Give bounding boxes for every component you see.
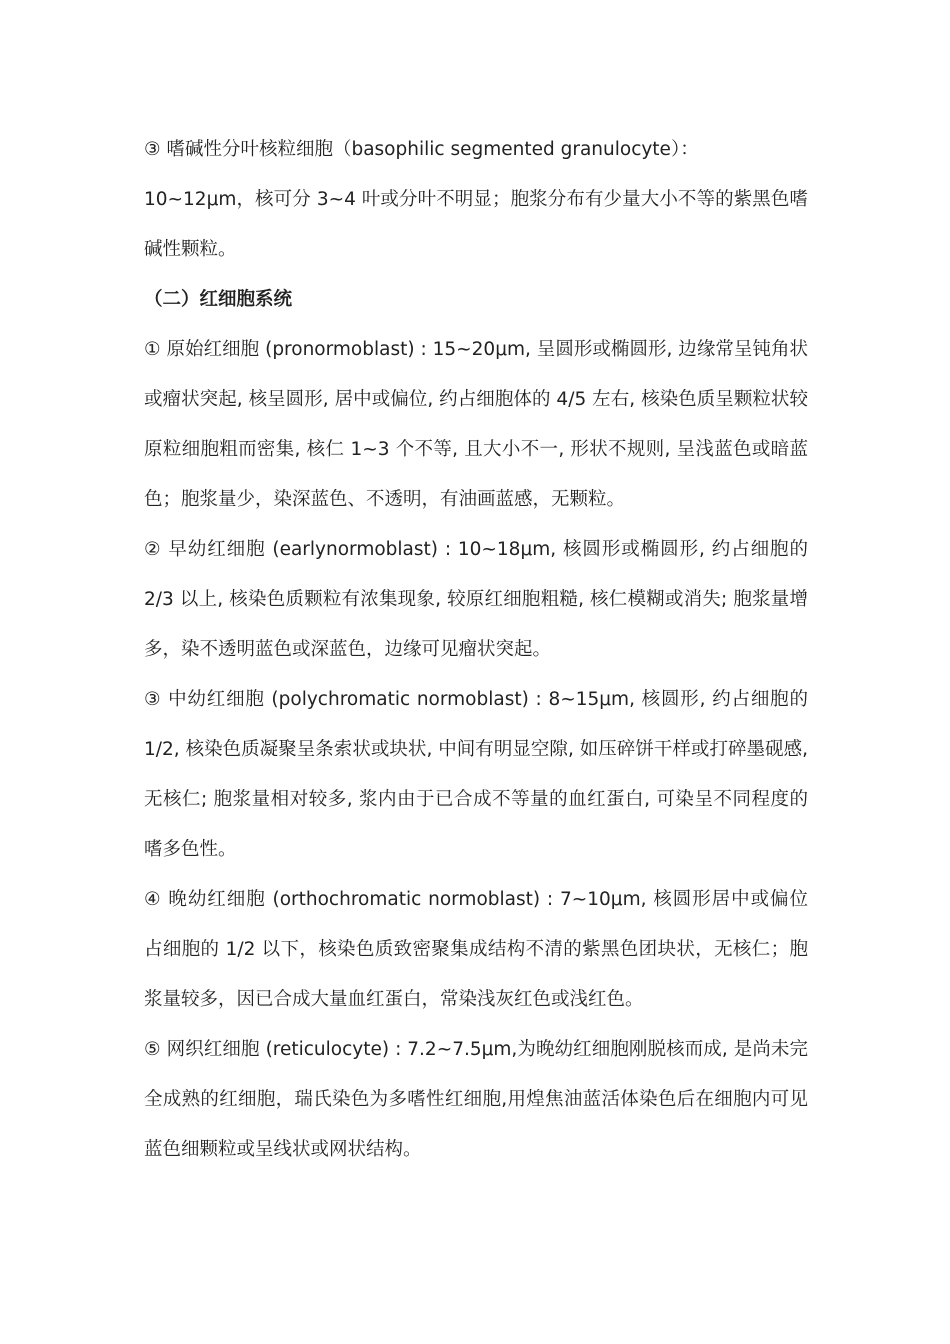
paragraph-pronormoblast: ① 原始红细胞 (pronormoblast) : 15~20μm, 呈圆形或椭圆形, 边缘常呈钝角状或瘤状突起, 核呈圆形, 居中或偏位, 约占细胞体的 4/5 左右, 核染色质呈颗粒状较原粒细胞粗而密集, 核仁 1~3 个不等, 且大小不一, 形状不规则, 呈浅蓝色或暗蓝色；胞浆量少，染深蓝色、不透明，有油画蓝感，无颗粒。 [144,339,808,510]
paragraph-reticulocyte: ⑤ 网织红细胞 (reticulocyte) : 7.2~7.5μm,为晚幼红细胞刚脱核而成, 是尚未完全成熟的红细胞，瑞氏染色为多嗜性红细胞,用煌焦油蓝活体染色后在细胞内可见蓝色细颗粒或呈线状或网状结构。 [144,1039,808,1160]
section-heading-erythroid-system: （二）红细胞系统 [144,289,293,310]
paragraph-early-normoblast: ② 早幼红细胞 (earlynormoblast) : 10~18μm, 核圆形或椭圆形, 约占细胞的 2/3 以上, 核染色质颗粒有浓集现象, 较原红细胞粗糙, 核仁模糊或消失; 胞浆量增多，染不透明蓝色或深蓝色，边缘可见瘤状突起。 [144,539,808,660]
paragraph-orthochromatic-normoblast: ④ 晚幼红细胞 (orthochromatic normoblast) : 7~10μm, 核圆形居中或偏位占细胞的 1/2 以下，核染色质致密聚集成结构不清的紫黑色团块状，无核仁；胞浆量较多，因已合成大量血红蛋白，常染浅灰红色或浅红色。 [144,889,808,1010]
paragraph-basophil-heading: ③ 嗜碱性分叶核粒细胞（basophilic segmented granulocyte）： [144,139,699,160]
document-body [144,125,808,1175]
paragraph-polychromatic-normoblast: ③ 中幼红细胞 (polychromatic normoblast) : 8~15μm, 核圆形, 约占细胞的 1/2, 核染色质凝聚呈条索状或块状, 中间有明显空隙, 如压碎饼干样或打碎墨砚感, 无核仁; 胞浆量相对较多, 浆内由于已合成不等量的血红蛋白, 可染呈不同程度的嗜多色性。 [144,689,808,860]
paragraph-basophil-description: 10~12μm，核可分 3~4 叶或分叶不明显；胞浆分布有少量大小不等的紫黑色嗜碱性颗粒。 [144,189,808,260]
